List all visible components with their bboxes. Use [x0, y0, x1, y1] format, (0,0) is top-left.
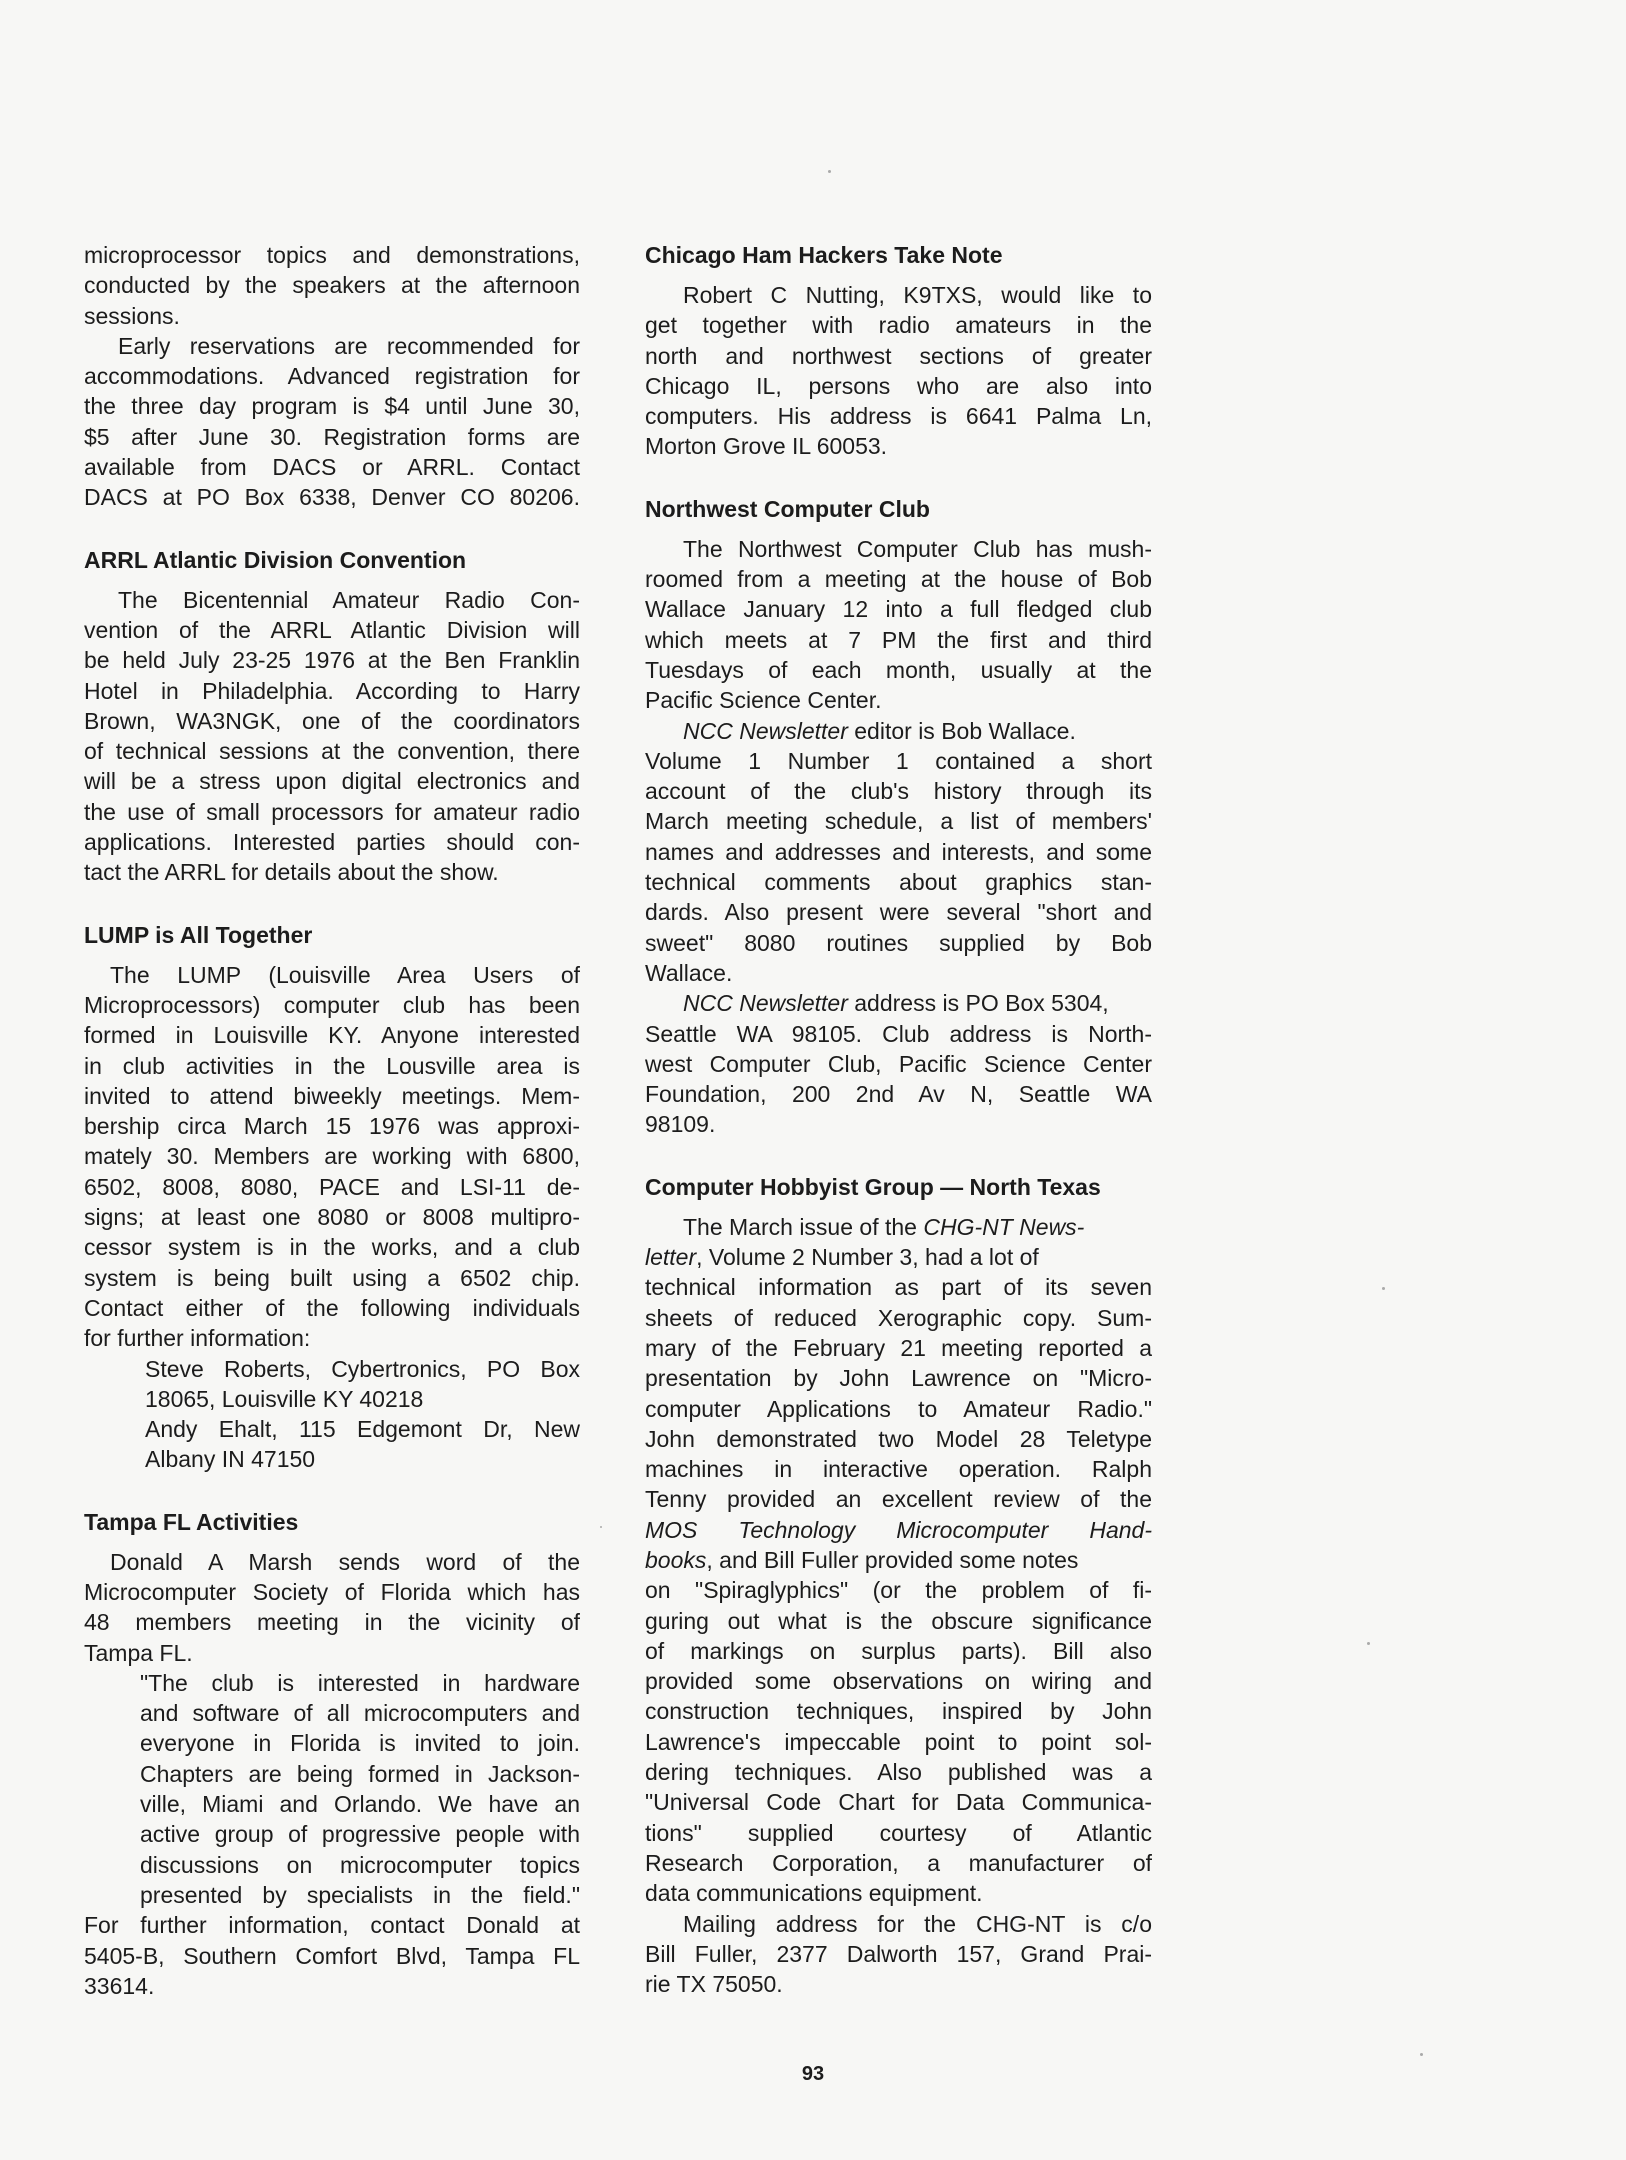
text-line: Mailing address for the CHG-NT is c/o — [683, 1910, 1152, 1937]
text-line: March meeting schedule, a list of members' — [645, 808, 1152, 835]
newsletter-title: CHG-NT News- — [923, 1213, 1085, 1240]
text-line: Tenny provided an excellent review of the — [645, 1486, 1152, 1513]
scan-speck — [1420, 2053, 1423, 2056]
text-span: , and Bill Fuller provided some notes — [706, 1546, 1079, 1573]
text-line: Foundation, 200 2nd Av N, Seattle WA — [645, 1081, 1152, 1108]
text-line: presentation by John Lawrence on "Micro- — [645, 1365, 1152, 1392]
text-line: technical comments about graphics stan- — [645, 869, 1152, 896]
text-line: Tampa FL. — [84, 1639, 193, 1666]
text-line: The Bicentennial Amateur Radio Con- — [118, 586, 580, 613]
text-line: computers. His address is 6641 Palma Ln, — [645, 403, 1152, 430]
text-line: John demonstrated two Model 28 Teletype — [645, 1425, 1152, 1452]
text-line — [645, 1212, 1152, 1242]
text-line: Hotel in Philadelphia. According to Harry — [84, 677, 580, 704]
contact-line: Andy Ehalt, 115 Edgemont Dr, New — [145, 1416, 580, 1443]
text-line: Microprocessors) computer club has been — [84, 991, 580, 1018]
chg-heading: Computer Hobbyist Group — North Texas — [645, 1173, 1101, 1200]
text-line: vention of the ARRL Atlantic Division will — [84, 616, 580, 643]
text-line: get together with radio amateurs in the — [645, 312, 1152, 339]
text-line: Early reservations are recommended for — [118, 332, 580, 359]
text-line: DACS at PO Box 6338, Denver CO 80206. — [84, 484, 580, 511]
text-line: mately 30. Members are working with 6800, — [84, 1143, 580, 1170]
text-line: data communications equipment. — [645, 1880, 983, 1907]
text-line: the use of small processors for amateur radio — [84, 798, 580, 825]
quote-line: presented by specialists in the field." — [140, 1881, 580, 1908]
text-line: north and northwest sections of greater — [645, 342, 1152, 369]
text-line: formed in Louisville KY. Anyone interested — [84, 1022, 580, 1049]
text-line: for further information: — [84, 1325, 311, 1352]
text-line: Brown, WA3NGK, one of the coordinators — [84, 707, 580, 734]
text-line: For further information, contact Donald at — [84, 1912, 580, 1939]
book-title: MOS Technology Microcomputer Hand- — [645, 1516, 1152, 1543]
scan-speck — [1382, 1287, 1385, 1290]
contact-line: 18065, Louisville KY 40218 — [145, 1385, 424, 1412]
text-line: west Computer Club, Pacific Science Center — [645, 1050, 1152, 1077]
left-column — [84, 240, 580, 2001]
text-line: the three day program is $4 until June 30, — [84, 393, 580, 420]
text-line: Volume 1 Number 1 contained a short — [645, 747, 1152, 774]
text-line: microprocessor topics and demonstrations, — [84, 242, 580, 268]
ncc-paragraph — [645, 534, 1152, 1140]
text-line: be held July 23-25 1976 at the Ben Franklin — [84, 647, 580, 674]
intro-paragraph — [84, 240, 580, 513]
text-line: $5 after June 30. Registration forms are — [84, 423, 580, 450]
text-line: Morton Grove IL 60053. — [645, 433, 888, 460]
text-line: will be a stress upon digital electronics and — [84, 768, 580, 795]
text-span: The March issue of the — [683, 1213, 924, 1240]
arrl-paragraph — [84, 585, 580, 888]
text-line: sweet" 8080 routines supplied by Bob — [645, 929, 1152, 956]
chicago-heading: Chicago Ham Hackers Take Note — [645, 242, 1003, 268]
text-line — [645, 1515, 1152, 1545]
text-span: , Volume 2 Number 3, had a lot of — [696, 1244, 1039, 1271]
text-line: The LUMP (Louisville Area Users of — [110, 961, 580, 988]
text-line: 98109. — [645, 1111, 716, 1138]
text-line: tions" supplied courtesy of Atlantic — [645, 1819, 1152, 1846]
newsletter-title: NCC Newsletter — [683, 717, 848, 744]
scan-speck — [828, 170, 831, 173]
text-line: Pacific Science Center. — [645, 687, 882, 714]
text-line: 6502, 8008, 8080, PACE and LSI-11 de- — [84, 1173, 580, 1200]
text-line: Robert C Nutting, K9TXS, would like to — [683, 282, 1152, 308]
text-line: guring out what is the obscure significance — [645, 1607, 1152, 1634]
text-line — [645, 716, 1152, 746]
text-line: system is being built using a 6502 chip. — [84, 1264, 580, 1291]
lump-heading: LUMP is All Together — [84, 921, 313, 948]
text-line: available from DACS or ARRL. Contact — [84, 454, 580, 481]
text-line: signs; at least one 8080 or 8008 multipro- — [84, 1204, 580, 1231]
quote-line: everyone in Florida is invited to join. — [140, 1730, 580, 1757]
chicago-paragraph — [645, 280, 1152, 462]
text-line: conducted by the speakers at the afternoon — [84, 272, 580, 299]
newsletter-title: NCC Newsletter — [683, 990, 848, 1017]
text-line: computer Applications to Amateur Radio." — [645, 1395, 1152, 1422]
text-line: 33614. — [84, 1972, 155, 1999]
text-line: of technical sessions at the convention, there — [84, 738, 580, 765]
text-line: cessor system is in the works, and a club — [84, 1234, 580, 1261]
chg-paragraph — [645, 1212, 1152, 2000]
text-line: applications. Interested parties should con- — [84, 829, 580, 856]
quote-line: "The club is interested in hardware — [140, 1669, 580, 1696]
text-line: in club activities in the Lousville area is — [84, 1052, 580, 1079]
text-line: rie TX 75050. — [645, 1971, 783, 1998]
text-line: tact the ARRL for details about the show. — [84, 859, 499, 886]
text-line: names and addresses and interests, and some — [645, 838, 1152, 865]
text-line: Wallace. — [645, 959, 733, 986]
text-line: mary of the February 21 meeting reported a — [645, 1334, 1152, 1361]
text-line: bership circa March 15 1976 was approxi- — [84, 1113, 580, 1140]
text-line: machines in interactive operation. Ralph — [645, 1456, 1152, 1483]
text-line: account of the club's history through its — [645, 778, 1152, 805]
scan-speck — [600, 1526, 602, 1528]
arrl-heading: ARRL Atlantic Division Convention — [84, 546, 467, 573]
text-span: editor is Bob Wallace. — [847, 717, 1076, 744]
text-line — [645, 1545, 1152, 1575]
book-title: books — [645, 1546, 707, 1573]
ncc-heading: Northwest Computer Club — [645, 495, 930, 522]
tampa-heading: Tampa FL Activities — [84, 1508, 299, 1535]
right-column — [645, 240, 1152, 1999]
text-line: on "Spiraglyphics" (or the problem of fi- — [645, 1577, 1152, 1604]
text-line: sheets of reduced Xerographic copy. Sum- — [645, 1304, 1152, 1331]
quote-line: and software of all microcomputers and — [140, 1700, 580, 1727]
text-line: invited to attend biweekly meetings. Mem- — [84, 1082, 580, 1109]
contact-line: Steve Roberts, Cybertronics, PO Box — [145, 1355, 580, 1382]
text-line: Donald A Marsh sends word of the — [110, 1548, 580, 1575]
text-line: 48 members meeting in the vicinity of — [84, 1609, 580, 1636]
text-line: dering techniques. Also published was a — [645, 1759, 1152, 1786]
quote-line: Chapters are being formed in Jackson- — [140, 1760, 580, 1787]
text-line: construction techniques, inspired by John — [645, 1698, 1152, 1725]
quote-line: ville, Miami and Orlando. We have an — [140, 1791, 580, 1818]
text-line: Lawrence's impeccable point to point sol- — [645, 1728, 1152, 1755]
text-line: Tuesdays of each month, usually at the — [645, 656, 1152, 683]
quote-line: active group of progressive people with — [140, 1821, 580, 1848]
text-line: "Universal Code Chart for Data Communica- — [645, 1789, 1152, 1816]
text-line: Research Corporation, a manufacturer of — [645, 1849, 1152, 1876]
text-line: Contact either of the following individuals — [84, 1294, 580, 1321]
tampa-paragraph — [84, 1547, 580, 2001]
text-line: Microcomputer Society of Florida which has — [84, 1578, 580, 1605]
text-line: provided some observations on wiring and — [645, 1668, 1152, 1695]
text-line — [645, 1242, 1152, 1272]
text-line: of markings on surplus parts). Bill also — [645, 1637, 1152, 1664]
lump-paragraph — [84, 960, 580, 1475]
page-number: 93 — [801, 2063, 825, 2085]
contact-line: Albany IN 47150 — [145, 1446, 316, 1473]
text-line: Seattle WA 98105. Club address is North- — [645, 1020, 1152, 1047]
text-line: roomed from a meeting at the house of Bob — [645, 566, 1152, 593]
newsletter-title: letter — [645, 1244, 697, 1271]
text-line: technical information as part of its seven — [645, 1274, 1152, 1301]
text-span: address is PO Box 5304, — [847, 990, 1109, 1017]
text-line: which meets at 7 PM the first and third — [645, 626, 1152, 653]
scan-speck — [1367, 1642, 1370, 1645]
text-line — [645, 988, 1152, 1018]
text-line: 5405-B, Southern Comfort Blvd, Tampa FL — [84, 1942, 580, 1969]
quote-line: discussions on microcomputer topics — [140, 1851, 580, 1878]
text-line: accommodations. Advanced registration for — [84, 363, 580, 390]
text-line: The Northwest Computer Club has mush- — [683, 535, 1152, 562]
text-line: dards. Also present were several "short and — [645, 899, 1152, 926]
text-line: Wallace January 12 into a full fledged club — [645, 596, 1152, 623]
text-line: Chicago IL, persons who are also into — [645, 372, 1152, 399]
text-line: Bill Fuller, 2377 Dalworth 157, Grand Prai- — [645, 1940, 1152, 1967]
text-line: sessions. — [84, 302, 180, 329]
